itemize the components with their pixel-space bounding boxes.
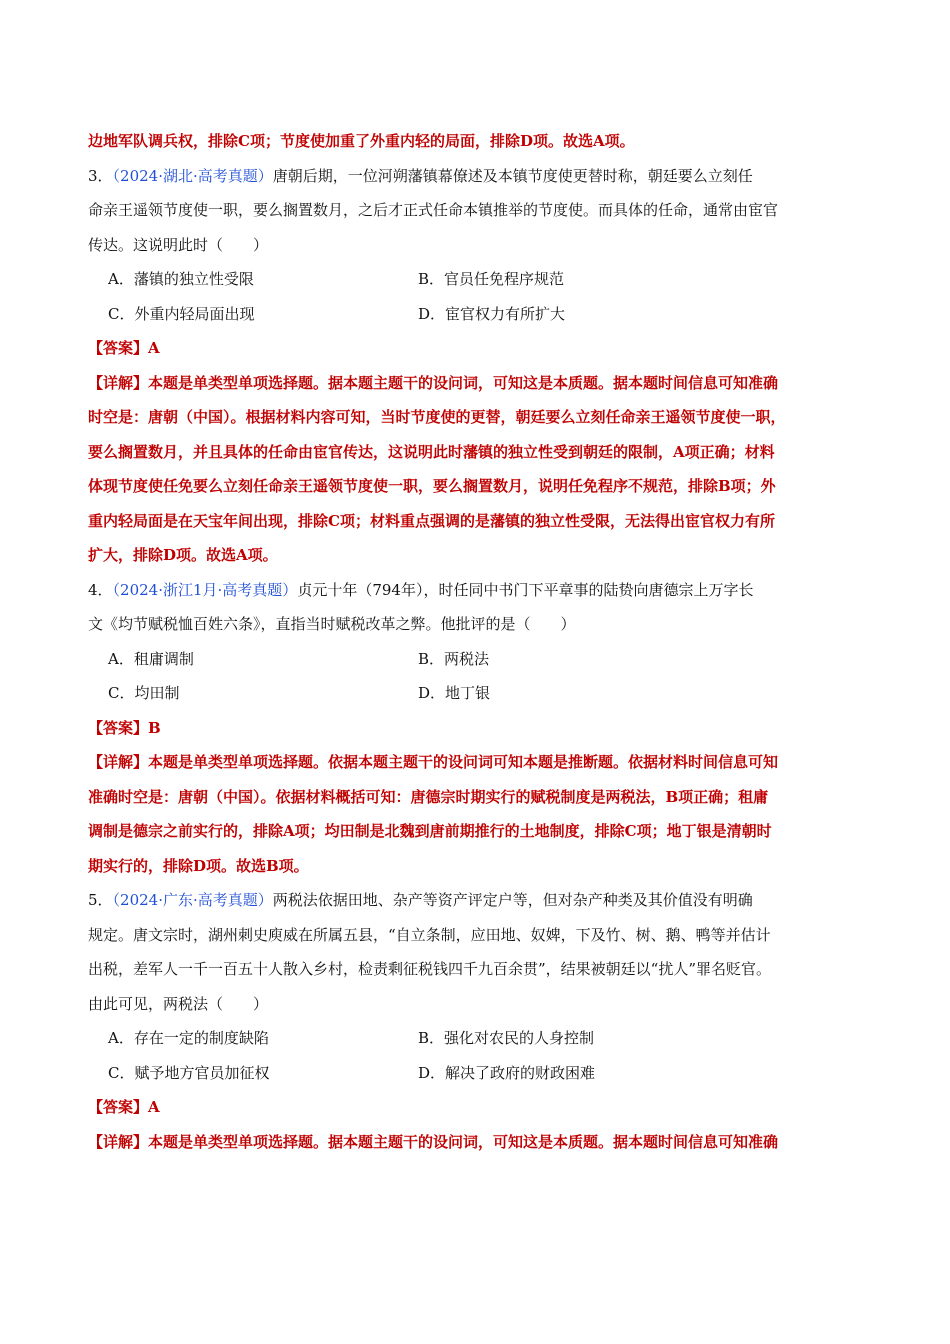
question-stem-line: 4．（2024·浙江1月·高考真题）贞元十年（794年），时任同中书门下平章事的陆贽向唐德宗上万字长 [88, 580, 754, 599]
question-stem-line: 规定。唐文宗时，湖州刺史庾威在所属五县，“自立条制，应田地、奴婢，下及竹、树、鹅、鸭等并估计 [88, 925, 771, 944]
question-number: 5． [88, 891, 113, 909]
options-row [88, 262, 870, 297]
answer-tag: 【答案】 [88, 1098, 149, 1116]
detail-line: 调制是德宗之前实行的，排除A项；均田制是北魏到唐前期推行的土地制度，排除C项；地丁银是清朝时 [88, 822, 772, 840]
detail-tag: 【详解】 [88, 373, 149, 392]
question-stem-line: 传达。这说明此时（ ） [88, 235, 269, 254]
detail-line: 期实行的，排除D项。故选B项。 [88, 856, 309, 875]
option-a: A．藩镇的独立性受限 [108, 270, 254, 288]
answer-tag: 【答案】 [88, 339, 149, 357]
detail-line: 体现节度使任免要么立刻任命亲王遥领节度使一职，要么搁置数月，说明任免程序不规范，排除B项；外 [88, 477, 776, 495]
detail-tag: 【详解】 [88, 753, 149, 771]
option-b: B．官员任免程序规范 [418, 270, 565, 288]
detail-line: 时空是：唐朝（中国）。根据材料内容可知，当时节度使的更替，朝廷要么立刻任命亲王遥领节度使一职， [88, 408, 786, 426]
detail-line: 【详解】本题是单类型单项选择题。据本题主题干的设问词，可知这是本质题。据本题时间信息可知准确 [88, 373, 779, 392]
question-number: 4． [88, 580, 113, 599]
answer-line [88, 711, 870, 746]
answer-value: A [148, 339, 160, 357]
question-source: （2024·浙江1月·高考真题） [112, 580, 298, 599]
exam-content [88, 124, 870, 1159]
answer-tag: 【答案】 [88, 718, 149, 737]
question-source: （2024·广东·高考真题） [112, 891, 273, 909]
option-d: D．解决了政府的财政困难 [418, 1063, 596, 1082]
option-a: A．存在一定的制度缺陷 [108, 1029, 269, 1047]
detail-tag: 【详解】 [88, 1132, 149, 1151]
detail-line: 【详解】本题是单类型单项选择题。据本题主题干的设问词，可知这是本质题。据本题时间信息可知准确 [88, 1132, 779, 1151]
previous-explanation-tail: 边地军队调兵权，排除C项；节度使加重了外重内轻的局面，排除D项。故选A项。 [88, 132, 635, 150]
option-c: C．均田制 [108, 684, 180, 702]
answer-value: B [148, 718, 161, 737]
question-stem-line: 出税，差军人一千一百五十人散入乡村，检责剩征税钱四千九百余贯”，结果被朝廷以“扰人”罪名贬官。 [88, 960, 772, 978]
answer-value: A [148, 1098, 160, 1116]
question-stem-line: 5．（2024·广东·高考真题）两税法依据田地、杂产等资产评定户等，但对杂产种类及其价值没有明确 [88, 891, 753, 909]
detail-line: 扩大，排除D项。故选A项。 [88, 546, 278, 564]
detail-line: 准确时空是：唐朝（中国）。依据材料概括可知：唐德宗时期实行的赋税制度是两税法，B项正确；租庸 [88, 787, 769, 806]
option-b: B．两税法 [418, 649, 490, 668]
option-d: D．地丁银 [418, 684, 491, 702]
detail-line: 【详解】本题是单类型单项选择题。依据本题主题干的设问词可知本题是推断题。依据材料时间信息可知 [88, 753, 779, 771]
options-row [88, 642, 870, 677]
question-4 [88, 573, 870, 884]
question-source: （2024·湖北·高考真题） [112, 166, 273, 185]
question-5 [88, 883, 870, 1159]
options-row [88, 1056, 870, 1091]
options-row [88, 1021, 870, 1056]
question-stem-line: 由此可见，两税法（ ） [88, 994, 269, 1013]
detail-line: 重内轻局面是在天宝年间出现，排除C项；材料重点强调的是藩镇的独立性受限，无法得出宦官权力有所 [88, 511, 775, 530]
question-stem-line: 命亲王遥领节度使一职，要么搁置数月，之后才正式任命本镇推举的节度使。而具体的任命，通常由宦官 [88, 201, 779, 219]
option-c: C．外重内轻局面出现 [108, 304, 255, 323]
question-stem-line: 文《均节赋税恤百姓六条》，直指当时赋税改革之弊。他批评的是（ ） [88, 615, 576, 633]
option-c: C．赋予地方官员加征权 [108, 1063, 270, 1082]
options-row [88, 297, 870, 332]
option-d: D．宦官权力有所扩大 [418, 304, 566, 323]
options-row [88, 676, 870, 711]
option-a: A．租庸调制 [108, 649, 194, 668]
detail-line: 要么搁置数月，并且具体的任命由宦官传达，这说明此时藩镇的独立性受到朝廷的限制，A项正确；材料 [88, 442, 775, 461]
answer-line [88, 1090, 870, 1125]
answer-line [88, 331, 870, 366]
question-stem-line: 3．（2024·湖北·高考真题）唐朝后期，一位河朔藩镇幕僚述及本镇节度使更替时称，朝廷要么立刻任 [88, 166, 753, 185]
question-number: 3． [88, 166, 113, 185]
question-3 [88, 159, 870, 573]
option-b: B．强化对农民的人身控制 [418, 1029, 595, 1047]
